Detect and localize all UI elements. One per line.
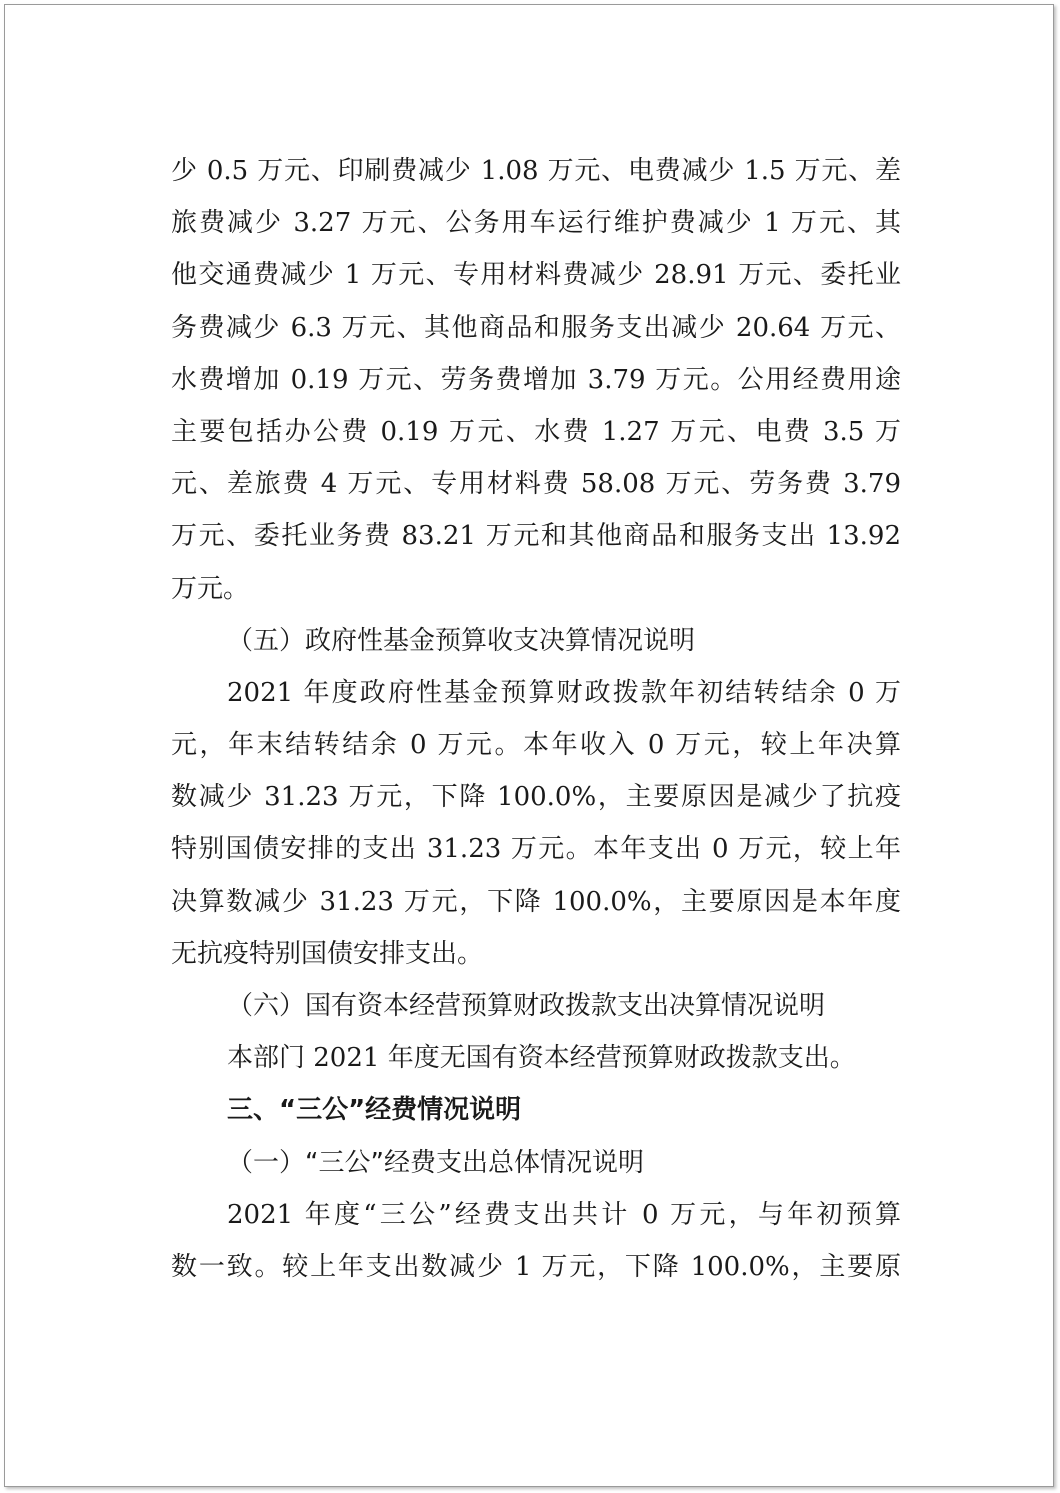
paragraph-line: 主要包括办公费 0.19 万元、水费 1.27 万元、电费 3.5 万	[171, 416, 901, 447]
paragraph-line: 他交通费减少 1 万元、专用材料费减少 28.91 万元、委托业	[171, 260, 901, 291]
chapter-heading-3: 三、“三公”经费情况说明	[227, 1095, 522, 1126]
paragraph-line: 旅费减少 3.27 万元、公务用车运行维护费减少 1 万元、其	[171, 208, 901, 239]
paragraph-line: 万元。	[171, 573, 250, 604]
paragraph-line: 2021 年度“三公”经费支出共计 0 万元，与年初预算	[227, 1199, 901, 1230]
paragraph-line: 决算数减少 31.23 万元，下降 100.0%，主要原因是本年度	[171, 886, 901, 917]
section-heading-6: （六）国有资本经营预算财政拨款支出决算情况说明	[227, 991, 826, 1021]
paragraph-line: 元，年末结转结余 0 万元。本年收入 0 万元，较上年决算	[171, 730, 901, 761]
paragraph-line: 水费增加 0.19 万元、劳务费增加 3.79 万元。公用经费用途	[171, 364, 901, 395]
paragraph-line: 少 0.5 万元、印刷费减少 1.08 万元、电费减少 1.5 万元、差	[171, 156, 901, 186]
paragraph-line: 本部门 2021 年度无国有资本经营预算财政拨款支出。	[227, 1043, 856, 1074]
section-heading-5: （五）政府性基金预算收支决算情况说明	[227, 625, 696, 656]
paragraph-line: 务费减少 6.3 万元、其他商品和服务支出减少 20.64 万元、	[171, 312, 901, 343]
paragraph-line: 数一致。较上年支出数减少 1 万元，下降 100.0%，主要原	[171, 1251, 901, 1282]
section-heading-1: （一）“三公”经费支出总体情况说明	[227, 1147, 644, 1178]
paragraph-line: 元、差旅费 4 万元、专用材料费 58.08 万元、劳务费 3.79	[171, 469, 901, 500]
paragraph-line: 特别国债安排的支出 31.23 万元。本年支出 0 万元，较上年	[171, 834, 901, 865]
document-body	[171, 145, 901, 1293]
paragraph-line: 2021 年度政府性基金预算财政拨款年初结转结余 0 万	[227, 677, 901, 708]
paragraph-line: 万元、委托业务费 83.21 万元和其他商品和服务支出 13.92	[171, 521, 901, 552]
document-page	[4, 4, 1054, 1487]
paragraph-line: 无抗疫特别国债安排支出。	[171, 938, 484, 969]
paragraph-line: 数减少 31.23 万元，下降 100.0%，主要原因是减少了抗疫	[171, 782, 901, 813]
